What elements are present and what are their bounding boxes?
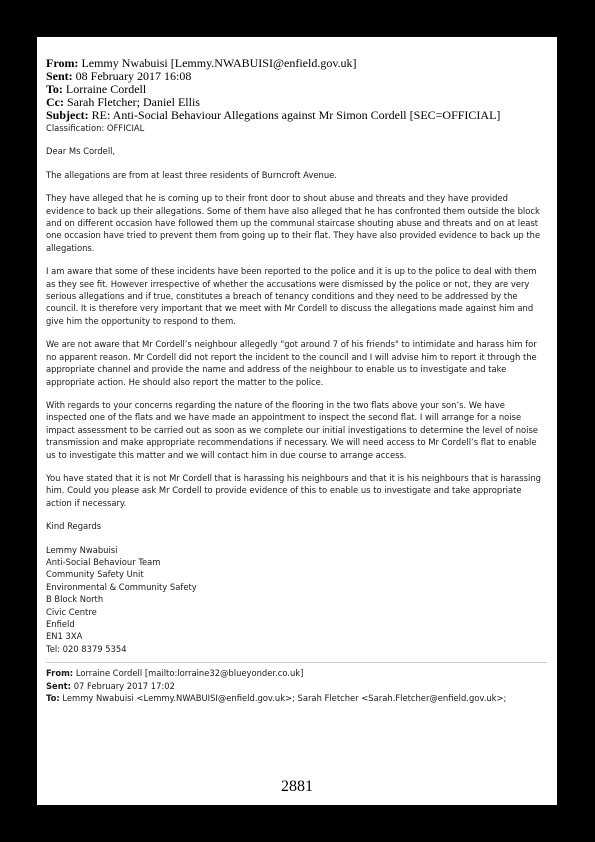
subject-value: RE: Anti-Social Behaviour Allegations against Mr Simon Cordell [SEC=OFFICIAL] bbox=[91, 108, 501, 122]
email-header bbox=[46, 57, 547, 122]
paragraph: The allegations are from at least three residents of Burncroft Avenue. bbox=[46, 169, 337, 180]
forwarded-from: From: Lorraine Cordell [mailto:lorraine32@blueyonder.co.uk] bbox=[46, 668, 304, 679]
sent-value: 08 February 2017 16:08 bbox=[75, 69, 192, 83]
cc-value: Sarah Fletcher; Daniel Ellis bbox=[67, 95, 200, 109]
document-page bbox=[37, 37, 557, 805]
header-subject: Subject: RE: Anti-Social Behaviour Allegations against Mr Simon Cordell [SEC=OFFICIAL] bbox=[46, 108, 501, 122]
divider bbox=[46, 662, 547, 663]
to-value: Lorraine Cordell bbox=[65, 82, 147, 96]
header-to: To: Lorraine Cordell bbox=[46, 82, 147, 96]
paragraph: With regards to your concerns regarding the nature of the flooring in the two flats above your son’s. We have inspected one of the flats and we have made an appointment to inspect the second flat. I will arrange for a noise impact assessment to be carried out as soon as we complete our initial investigations to determine the level of noise transmission and make appropriate recommendations if necessary. We will need access to Mr Cordell’s flat to enable us to investigate this matter and we will contact him in due course to arrange access. bbox=[46, 399, 538, 460]
header-from: From: Lemmy Nwabuisi [Lemmy.NWABUISI@enfield.gov.uk] bbox=[46, 56, 357, 70]
closing: Kind Regards bbox=[46, 521, 102, 532]
header-cc: Cc: Sarah Fletcher; Daniel Ellis bbox=[46, 95, 200, 109]
signature-line: Lemmy Nwabuisi bbox=[46, 544, 118, 555]
signature-line: B Block North bbox=[46, 594, 104, 605]
paragraph: I am aware that some of these incidents have been reported to the police and it is up to the police to deal with them as they see fit. However irrespective of whether the accusations were dismissed by the police or not, they are very serious allegations and if true, constitutes a breach of tenancy conditions and they need to be addressed by the council. It is therefore very important that we meet with Mr Cordell to discuss the allegations made against him and give him the opportunity to respond to them. bbox=[46, 266, 537, 326]
email-body bbox=[46, 122, 547, 655]
from-value: Lemmy Nwabuisi [Lemmy.NWABUISI@enfield.gov.uk] bbox=[81, 56, 357, 70]
signature-line: Civic Centre bbox=[46, 606, 97, 617]
greeting: Dear Ms Cordell, bbox=[46, 146, 116, 157]
signature-line: Enfield bbox=[46, 619, 75, 629]
classification-label: Classification: OFFICIAL bbox=[46, 123, 145, 133]
header-sent: Sent: 08 February 2017 16:08 bbox=[46, 69, 192, 83]
signature-line: Environmental & Community Safety bbox=[46, 581, 197, 592]
paragraph: You have stated that it is not Mr Cordell that is harassing his neighbours and that it is his neighbours that is harassing him. Could you please ask Mr Cordell to provide evidence of this to enable us to investigate and take appropriate action if necessary. bbox=[46, 472, 541, 508]
signature-line: EN1 3XA bbox=[46, 631, 83, 642]
forwarded-header bbox=[46, 667, 547, 704]
signature-line: Anti-Social Behaviour Team bbox=[46, 556, 161, 567]
signature-block bbox=[46, 544, 547, 656]
signature-line: Tel: 020 8379 5354 bbox=[46, 643, 127, 654]
paragraph: We are not aware that Mr Cordell’s neighbour allegedly "got around 7 of his friends" to intimidate and harass him for no apparent reason. Mr Cordell did not report the incident to the council and I will advise him to report it through the appropriate channel and provide the name and address of the neighbour to enable us to investigate and take appropriate action. He should also report the matter to the police. bbox=[46, 339, 537, 387]
page-number: 2881 bbox=[281, 778, 313, 795]
forwarded-sent: Sent: 07 February 2017 17:02 bbox=[46, 680, 175, 691]
forwarded-to: To: Lemmy Nwabuisi <Lemmy.NWABUISI@enfield.gov.uk>; Sarah Fletcher <Sarah.Fletcher@enfield.gov.uk>; bbox=[46, 693, 507, 704]
signature-line: Community Safety Unit bbox=[46, 569, 144, 580]
paragraph: They have alleged that he is coming up to their front door to shout abuse and threats and they have provided evidence to back up their allegations. Some of them have also alleged that he has confronted them outside the block and on different occasion have followed them up the communal staircase shouting abuse and threats and on at least one occasion have tried to prevent them from going up to their flat. They have also provided evidence to back up the allegations. bbox=[46, 193, 541, 253]
